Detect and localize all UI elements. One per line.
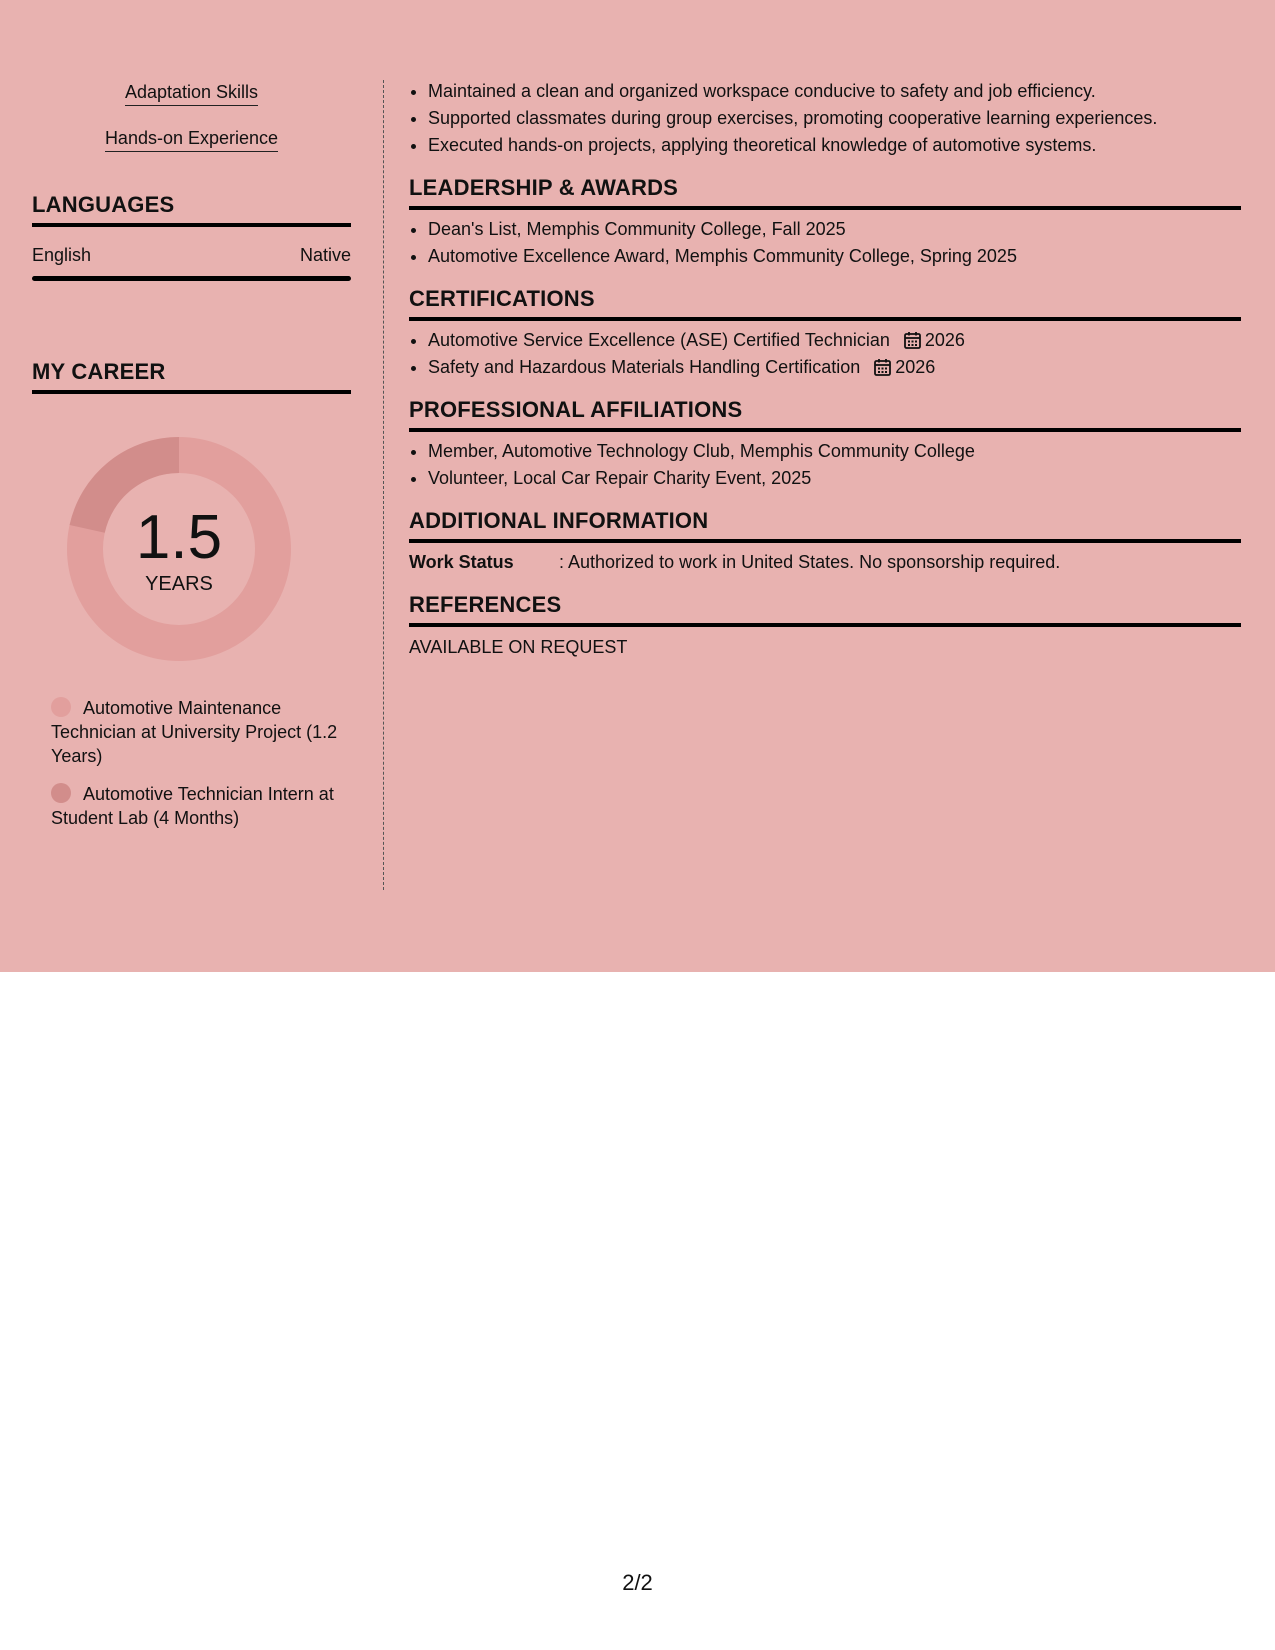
language-level: Native (299, 245, 351, 265)
list-item: • Maintained a clean and organized workspace conducive to safety and job efficiency. (428, 78, 1241, 105)
list-item: • Volunteer, Local Car Repair Charity Event, 2025 (428, 465, 1241, 492)
list-item: • Automotive Excellence Award, Memphis Community College, Spring 2025 (428, 243, 1241, 270)
language-name: English (32, 245, 92, 265)
career-total-unit: YEARS (145, 573, 213, 595)
left-column (32, 80, 351, 844)
skill-item: Adaptation Skills (32, 80, 351, 106)
certification-year: 2026 (924, 330, 965, 350)
calendar-icon (904, 331, 921, 349)
additional-info-heading: ADDITIONAL INFORMATION (409, 508, 1241, 543)
references-text: AVAILABLE ON REQUEST (409, 637, 628, 657)
legend-dot (51, 697, 71, 717)
list-item: • Executed hands-on projects, applying theoretical knowledge of automotive systems. (428, 132, 1241, 159)
list-item: • Supported classmates during group exercises, promoting cooperative learning experiences. (428, 105, 1241, 132)
work-status-label: Work Status (409, 552, 514, 572)
certifications-list (409, 327, 1241, 381)
career-legend (51, 696, 341, 830)
legend-item: Automotive Technician Intern at Student Lab (4 Months) (51, 784, 334, 828)
skill-item: Hands-on Experience (32, 126, 351, 152)
legend-dot (51, 783, 71, 803)
language-proficiency-bar (32, 276, 351, 281)
list-item: • Member, Automotive Technology Club, Memphis Community College (428, 438, 1241, 465)
leadership-heading: LEADERSHIP & AWARDS (409, 175, 1241, 210)
list-item: • Automotive Service Excellence (ASE) Certified Technician 2026 (428, 327, 1241, 354)
languages-heading: LANGUAGES (32, 192, 351, 227)
references-heading: REFERENCES (409, 592, 1241, 627)
language-row (32, 245, 351, 266)
work-status-value: : Authorized to work in United States. No sponsorship required. (559, 552, 1061, 572)
work-status-row (409, 549, 1241, 576)
list-item: • Dean's List, Memphis Community College, Fall 2025 (428, 216, 1241, 243)
career-total-value: 1.5 (135, 503, 223, 572)
right-column (409, 80, 1241, 658)
certifications-heading: CERTIFICATIONS (409, 286, 1241, 321)
leadership-list (409, 216, 1241, 270)
calendar-icon (874, 358, 891, 376)
list-item: • Safety and Hazardous Materials Handling Certification 2026 (428, 354, 1241, 381)
page-number: 2/2 (622, 1570, 653, 1595)
affiliations-list (409, 438, 1241, 492)
legend-item: Automotive Maintenance Technician at University Project (1.2 Years) (51, 698, 338, 766)
career-donut-chart (66, 436, 292, 662)
affiliations-heading: PROFESSIONAL AFFILIATIONS (409, 397, 1241, 432)
column-divider (383, 80, 384, 890)
experience-bullets (409, 78, 1241, 159)
certification-year: 2026 (895, 357, 936, 377)
career-heading: MY CAREER (32, 359, 351, 394)
